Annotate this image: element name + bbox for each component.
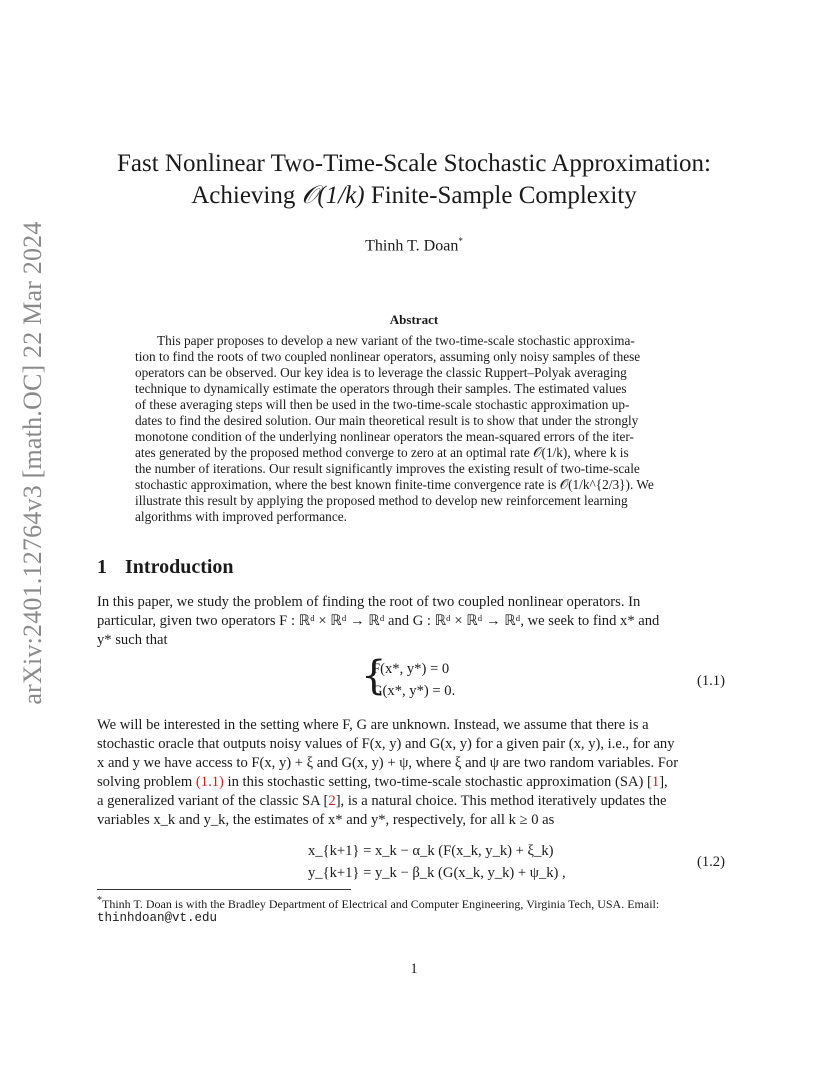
- arxiv-stamp-text: arXiv:2401.12764v3 [math.OC] 22 Mar 2024: [18, 221, 47, 705]
- body-line: stochastic oracle that outputs noisy values of F(x, y) and G(x, y) for a given pair (x, y), i.e., for any: [97, 736, 675, 752]
- body-text: ],: [659, 774, 668, 790]
- abstract-line: dates to find the desired solution. Our main theoretical result is to show that under the strongly: [135, 413, 639, 428]
- title-text-a: Achieving: [191, 182, 302, 209]
- abstract-line: This paper proposes to develop a new variant of the two-time-scale stochastic approxima-: [157, 333, 635, 348]
- body-line: x and y we have access to F(x, y) + ξ and G(x, y) + ψ, where ξ and ψ are two random variables. For: [97, 755, 679, 771]
- section-title: Introduction: [125, 556, 234, 578]
- citation-link[interactable]: 1: [651, 774, 660, 790]
- body-line: [97, 792, 731, 811]
- body-line: particular, given two operators F : ℝᵈ × ℝᵈ → ℝᵈ and G : ℝᵈ × ℝᵈ → ℝᵈ, we seek to find x* and: [97, 613, 660, 629]
- author-name: Thinh T. Doan: [365, 237, 459, 255]
- page-number: 1: [410, 961, 418, 977]
- equation-1-2-line-1: x_{k+1} = x_k − α_k (F(x_k, y_k) + ξ_k): [308, 843, 554, 859]
- equation-ref-link[interactable]: (1.1): [195, 774, 224, 790]
- paper-title-line-2: [0, 180, 828, 212]
- body-line: In this paper, we study the problem of finding the root of two coupled nonlinear operators. In: [97, 594, 641, 610]
- abstract-line: stochastic approximation, where the best known finite-time convergence rate is 𝒪(1/k^{2/3}). We: [135, 477, 654, 492]
- abstract-line: tion to find the roots of two coupled nonlinear operators, assuming only noisy samples of these: [135, 349, 641, 364]
- footnote-divider: [97, 889, 351, 890]
- body-text: solving problem: [97, 774, 196, 790]
- footnote-mark: *: [97, 895, 102, 906]
- body-line: variables x_k and y_k, the estimates of x* and y*, respectively, for all k ≥ 0 as: [97, 812, 555, 828]
- abstract-line: algorithms with improved performance.: [135, 509, 347, 524]
- abstract-line: technique to dynamically estimate the operators through their samples. The estimated values: [135, 381, 627, 396]
- equation-1-1-line-2: G(x*, y*) = 0.: [372, 683, 456, 699]
- equation-number-1-2: (1.2): [697, 854, 725, 870]
- abstract-line: of these averaging steps will then be used in the two-time-scale stochastic approximation up-: [135, 397, 630, 412]
- equation-number-1-1: (1.1): [697, 673, 725, 689]
- body-text: a generalized variant of the classic SA [: [97, 793, 329, 809]
- footnote-text: Thinh T. Doan is with the Bradley Department of Electrical and Computer Engineering, Virginia Tech, USA. Email:: [102, 897, 660, 911]
- author-footnote-mark: *: [458, 236, 463, 246]
- footnote-line: [97, 895, 659, 912]
- abstract-line: ates generated by the proposed method converge to zero at an optimal rate 𝒪(1/k), where k is: [135, 445, 629, 460]
- title-text-b: Finite-Sample Complexity: [364, 182, 637, 209]
- abstract-line: operators can be observed. Our key idea is to leverage the classic Ruppert–Polyak averaging: [135, 365, 627, 380]
- paper-title-line-1: Fast Nonlinear Two-Time-Scale Stochastic Approximation:: [116, 150, 712, 177]
- body-text: in this stochastic setting, two-time-scale stochastic approximation (SA) [: [223, 774, 652, 790]
- author-line: [0, 236, 828, 255]
- abstract-line: the number of iterations. Our result significantly improves the existing result of two-time-scale: [135, 461, 640, 476]
- abstract-line: illustrate this result by applying the proposed method to develop new reinforcement learning: [135, 493, 628, 508]
- equation-1-1-line-1: F(x*, y*) = 0: [372, 661, 450, 677]
- equation-1-2-line-2: y_{k+1} = y_k − β_k (G(x_k, y_k) + ψ_k) ,: [308, 865, 566, 881]
- equation-brace: {: [361, 653, 387, 699]
- body-line: [97, 773, 731, 792]
- footnote-email[interactable]: thinhdoan@vt.edu: [97, 911, 218, 925]
- section-heading: [97, 556, 234, 579]
- section-number: 1: [97, 556, 107, 578]
- body-line: We will be interested in the setting where F, G are unknown. Instead, we assume that there is a: [97, 717, 649, 733]
- citation-link[interactable]: 2: [328, 793, 336, 809]
- abstract-heading: Abstract: [389, 312, 439, 327]
- body-line: y* such that: [97, 632, 168, 648]
- title-math: 𝒪(1/k): [301, 182, 365, 209]
- body-text: ], is a natural choice. This method iteratively updates the: [335, 793, 667, 809]
- abstract-line: monotone condition of the underlying nonlinear operators the mean-squared errors of the iter-: [135, 429, 634, 444]
